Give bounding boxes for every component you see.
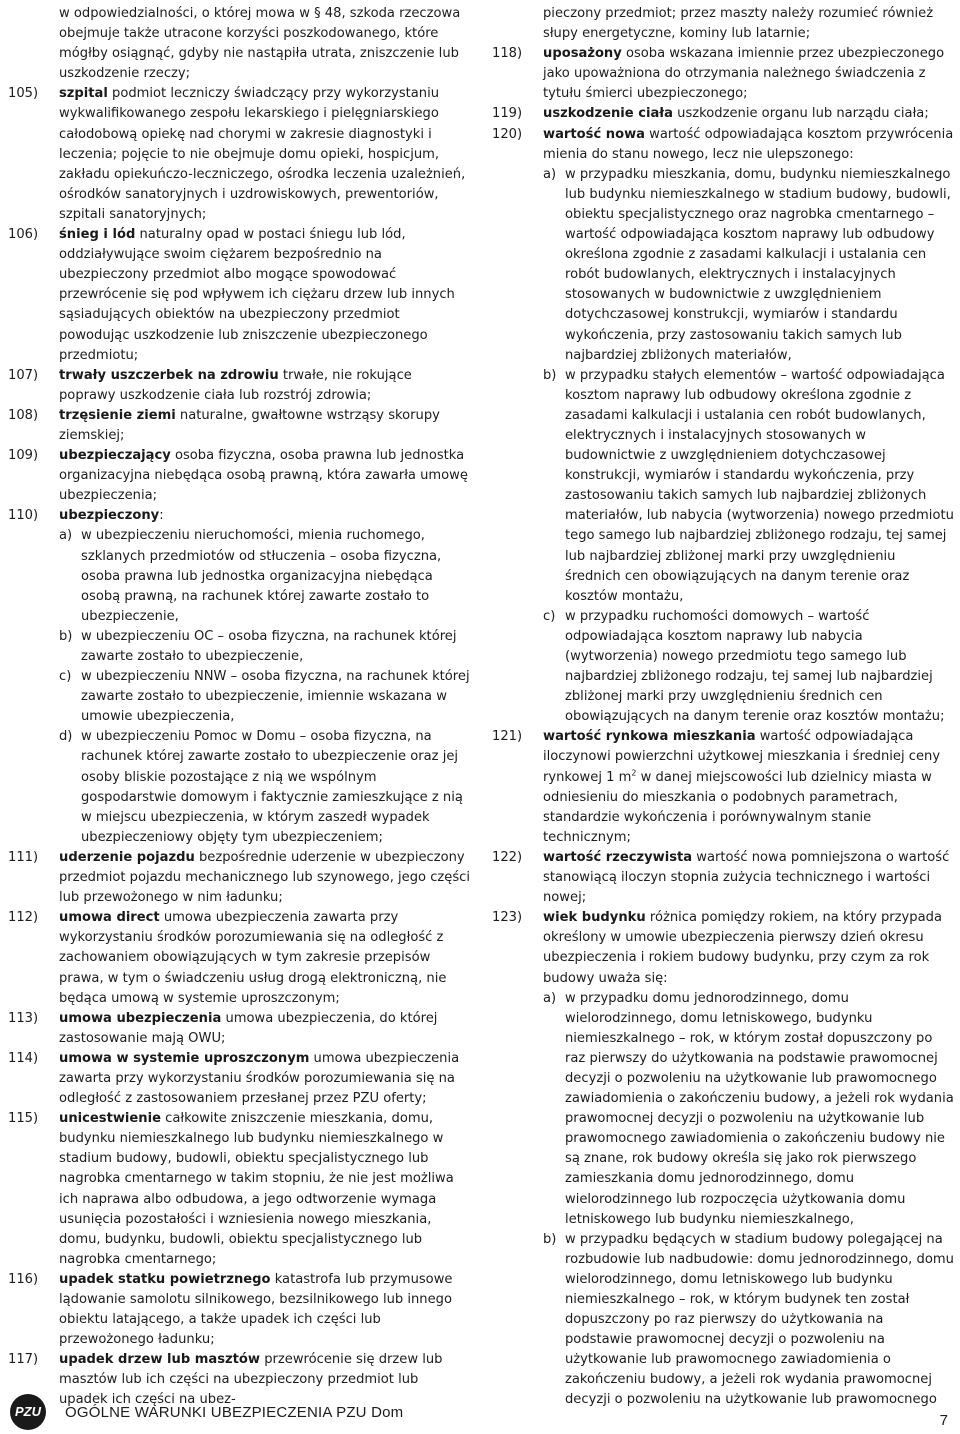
sub-item — [59, 667, 470, 727]
definition-text: umowa ubezpieczenia zawarta przy wykorzystaniu środków porozumiewania się na odległość z zachowaniem obowiązujących w tym zakresie przepisów prawa, w tym o świadczeniu usług drogą elektroniczną, nie będąca umową w systemie uproszczonym; — [59, 910, 447, 1006]
sub-item — [543, 165, 954, 366]
sub-item-letter: a) — [543, 166, 557, 182]
term: umowa w systemie uproszczonym — [59, 1050, 310, 1066]
term: wartość rzeczywista — [543, 849, 693, 865]
definition-text: umowa ubezpieczenia, do której zastosowanie mają OWU; — [59, 1010, 438, 1046]
sub-item-text: w ubezpieczeniu Pomoc w Domu – osoba fizyczna, na rachunek której zawarte zostało to ubezpieczenie oraz jej osoby bliskie pozostające z nią we wspólnym gospodarstwie domowym i faktycznie zamieszkujące z nią w miejscu ubezpieczenia, w którym zaszedł wypadek ubezpieczeniowy objęty tym ubezpieczeniem; — [81, 729, 463, 845]
sub-item-text: w ubezpieczeniu NNW – osoba fizyczna, na rachunek której zawarte zostało to ubezpieczenie, imiennie wskazana w umowie ubezpieczenia, — [81, 669, 470, 725]
left-column — [8, 4, 470, 1411]
definition-121: 121) wartość rynkowa mieszkania wartość odpowiadająca iloczynowi powierzchni użytkowej mieszkania i średniej ceny rynkowej 1 $m^2$ w danej miejscowości lub dzielnicy miasta w odniesieniu do mieszkania o podobnych parametrach, standardzie wykończenia i porównywalnym stanie technicznym; — [492, 729, 941, 845]
term: wartość rynkowa mieszkania — [543, 729, 756, 745]
sub-item-letter: a) — [59, 528, 73, 544]
page-number: 7 — [939, 1412, 948, 1429]
definition-text: naturalne, gwałtowne wstrząsy skorupy ziemskiej; — [59, 407, 440, 443]
term: wiek budynku — [543, 910, 646, 926]
definition-item — [8, 446, 470, 506]
sub-item-letter: c) — [543, 608, 556, 624]
definition-text: całkowite zniszczenie mieszkania, domu, budynku niemieszkalnego lub budynku niemieszkalnego w stadium budowy, budowli, obiektu specjalistycznego lub nagrobka cmentarnego w takim stopniu, że nie jest możliwa ich naprawa albo odbudowa, a jego odtworzenie wymaga usunięcia pozostałości i wzniesienia nowego mieszkania, domu, budynku, budowli, obiektu specjalistycznego lub nagrobka cmentarnego; — [59, 1111, 454, 1267]
definition-text: trwałe, nie rokujące poprawy uszkodzenie ciała lub rozstrój zdrowia; — [59, 367, 412, 403]
definition-number: 117) — [8, 1352, 39, 1368]
pzu-logo: PZU — [10, 1394, 46, 1430]
sub-item-text: w przypadku domu jednorodzinnego, domu wielorodzinnego, domu letniskowego, budynku niemieszkalnego – rok, w którym został dopuszczony po raz pierwszy do użytkowania na podstawie prawomocnej decyzji o pozwoleniu na użytkowanie lub prawomocnego zawiadomienia o zakończeniu budowy, a jeżeli rok wydania prawomocnej decyzji o pozwoleniu na użytkowanie lub prawomocnego zawiadomienia o zakończeniu budowy nie są znane, rok budowy określa się jako rok pierwszego zamieszkania domu jednorodzinnego, domu wielorodzinnego lub rozpoczęcia użytkowania domu letniskowego lub budynku niemieszkalnego, — [565, 990, 954, 1227]
term: umowa direct — [59, 910, 160, 926]
sub-item-letter: a) — [543, 990, 557, 1006]
definition-item — [8, 506, 470, 848]
definition-number: 107) — [8, 367, 39, 383]
definition-item — [8, 366, 470, 406]
term: unicestwienie — [59, 1111, 161, 1127]
sub-item — [59, 526, 470, 626]
term: trwały uszczerbek na zdrowiu — [59, 367, 279, 383]
definition-text: podmiot leczniczy świadczący przy wykorzystaniu wykwalifikowanego zespołu lekarskiego i pielęgniarskiego całodobową opiekę nad chorymi w zakresie diagnostyki i leczenia; pojęcie to nie obejmuje domu opieki, hospicjum, zakładu opiekuńczo-leczniczego, ośrodka leczenia uzależnień, ośrodków sanatoryjnych i uzdrowiskowych, prewentoriów, szpitali sanatoryjnych; — [59, 86, 466, 222]
term: szpital — [59, 86, 108, 102]
sub-item-text: w przypadku mieszkania, domu, budynku niemieszkalnego lub budynku niemieszkalnego w stadium budowy, budowli, obiektu specjalistycznego oraz nagrobka cmentarnego – wartość odpowiadająca kosztom naprawy lub odbudowy określona zgodnie z zasadami kalkulacji i ustalania cen robót budowlanych, elektrycznych i instalacyjnych stosowanych w budownictwie z uwzględnieniem dotychczasowej konstrukcji, wymiarów i standardu wykończenia, przy zastosowaniu takich samych lub najbardziej zbliżonych materiałów, — [565, 166, 951, 363]
continued-text: w odpowiedzialności, o której mowa w § 48, szkoda rzeczowa obejmuje także utracone korzyści poszkodowanego, które mógłby osiągnąć, gdyby nie nastąpiła utrata, zniszczenie lub uszkodzenie rzeczy; — [59, 6, 461, 82]
definition-item — [8, 1009, 470, 1049]
definition-number: 112) — [8, 910, 39, 926]
term: trzęsienie ziemi — [59, 407, 176, 423]
definition-item — [8, 848, 470, 908]
definition-122: 122) wartość rzeczywista wartość nowa pomniejszona o wartość stanowiącą iloczyn stopnia zużycia technicznego i wartości nowej; — [492, 849, 950, 906]
definition-item — [8, 225, 470, 366]
sub-item — [59, 727, 470, 848]
term: umowa ubezpieczenia — [59, 1010, 222, 1026]
term: uderzenie pojazdu — [59, 849, 195, 865]
definition-number: 106) — [8, 227, 39, 243]
term: upadek statku powietrznego — [59, 1271, 271, 1287]
term: uszkodzenie ciała — [543, 106, 673, 122]
term: wartość nowa — [543, 126, 646, 142]
definition-number: 116) — [8, 1271, 39, 1287]
definition-number: 108) — [8, 407, 39, 423]
sub-item — [543, 1230, 954, 1411]
definition-text: umowa ubezpieczenia zawarta przy wykorzystaniu środków porozumiewania się na odległość z zastosowaniem przesłanej przez PZU oferty; — [59, 1050, 460, 1107]
sub-item-letter: b) — [543, 1231, 557, 1247]
term: ubezpieczający — [59, 448, 171, 464]
term: śnieg i lód — [59, 227, 136, 243]
definition-text: bezpośrednie uderzenie w ubezpieczony przedmiot pojazdu mechanicznego lub szynowego, jego części lub przewożonego w nim ładunku; — [59, 849, 470, 906]
page-footer — [10, 1394, 950, 1430]
sub-item — [543, 366, 954, 607]
sub-item-letter: b) — [59, 628, 73, 644]
definition-item — [8, 1270, 470, 1350]
definition-119: 119) uszkodzenie ciała uszkodzenie organu lub narządu ciała; — [492, 106, 929, 122]
sub-item — [543, 989, 954, 1230]
sub-item-letter: d) — [59, 729, 73, 745]
definition-item — [8, 1109, 470, 1270]
sub-item-text: w przypadku będących w stadium budowy polegającej na rozbudowie lub nadbudowie: domu jednorodzinnego, domu wielorodzinnego, domu letniskowego lub budynku niemieszkalnego – rok, w którym budynek ten został dopuszczony po raz pierwszy do użytkowania na podstawie prawomocnej decyzji o pozwoleniu na użytkowanie lub prawomocnego zawiadomienia o zakończeniu budowy, a jeżeli rok wydania prawomocnej decyzji o pozwoleniu na użytkowanie lub prawomocnego — [565, 1231, 954, 1408]
right-column — [492, 4, 954, 1411]
sub-item-text: w ubezpieczeniu nieruchomości, mienia ruchomego, szklanych przedmiotów od stłuczenia – osoba fizyczna, osoba prawna lub jednostka organizacyjna niebędąca osobą prawną, na rachunek której zawarte zostało to ubezpieczenie, — [81, 528, 442, 624]
definition-number: 105) — [8, 86, 39, 102]
term: uposażony — [543, 46, 622, 62]
definition-item — [8, 1049, 470, 1109]
sub-item-letter: c) — [59, 669, 72, 685]
sub-item — [543, 607, 954, 728]
definition-number: 113) — [8, 1010, 39, 1026]
definition-text: naturalny opad w postaci śniegu lub lód, oddziaływujące swoim ciężarem bezpośrednio na ubezpieczony przedmiot albo mogące spowodować przewrócenie się pod wpływem ich ciężaru drzew lub innych sąsiadujących obiektów na ubezpieczony przedmiot powodując uszkodzenie lub zniszczenie ubezpieczonego przedmiotu; — [59, 227, 455, 363]
term: ubezpieczony — [59, 508, 160, 524]
definition-text: osoba fizyczna, osoba prawna lub jednostka organizacyjna niebędąca osobą prawną, która zawarła umowę ubezpieczenia; — [59, 448, 468, 504]
definition-123: 123) wiek budynku różnica pomiędzy rokiem, na który przypada określony w umowie ubezpieczenia pierwszy dzień okresu ubezpieczenia i rokiem budowy budynku, przy czym za rok budowy uważa się: a) w przypadku domu jednorodzinnego, domu wielorodzinnego, domu letniskowego, budynku niemieszkalnego – rok, w którym został dopuszczony po raz pierwszy do użytkowania na podstawie prawomocnej decyzji o pozwoleniu na użytkowanie lub prawomocnego zawiadomienia o zakończeniu budowy, a jeżeli rok wydania prawomocnej decyzji o pozwoleniu na użytkowanie lub prawomocnego zawiadomienia o zakończeniu budowy nie są znane, rok budowy określa się jako rok pierwszego zamieszkania domu jednorodzinnego, domu wielorodzinnego lub rozpoczęcia użytkowania domu letniskowego lub budynku niemieszkalnego, b) w przypadku będących w stadium budowy polegającej na rozbudowie lub nadbudowie: domu jednorodzinnego, domu wielorodzinnego, domu letniskowego lub budynku niemieszkalnego – rok, w którym budynek ten został dopuszczony po raz pierwszy do użytkowania na podstawie prawomocnej decyzji o pozwoleniu na użytkowanie lub prawomocnego zawiadomienia o zakończeniu budowy, a jeżeli rok wydania prawomocnej decyzji o pozwoleniu na użytkowanie lub prawomocnego — [492, 908, 954, 1410]
definition-text: : — [159, 508, 164, 524]
definition-text: katastrofa lub przymusowe lądowanie samolotu silnikowego, bezsilnikowego lub innego obiektu latającego, a także upadek ich części lub przewożonego ładunku; — [59, 1271, 453, 1348]
definition-number: 109) — [8, 448, 39, 464]
definition-number: 111) — [8, 849, 39, 865]
footer-title: OGÓLNE WARUNKI UBEZPIECZENIA PZU Dom — [65, 1404, 404, 1421]
definition-118: 118) uposażony osoba wskazana imiennie przez ubezpieczonego jako upoważniona do otrzymania należnego świadczenia z tytułu śmierci ubezpieczonego; — [492, 46, 945, 102]
definition-number: 115) — [8, 1111, 39, 1127]
term: upadek drzew lub masztów — [59, 1352, 261, 1368]
sub-item-text: w przypadku ruchomości domowych – wartość odpowiadająca kosztom naprawy lub nabycia (wytworzenia) nowego przedmiotu tego samego lub najbardziej zbliżonego rodzaju, tej samej lub najbardziej zbliżonej marki przy uwzględnieniu średnich cen obowiązujących na danym terenie oraz kosztów montażu; — [565, 608, 945, 725]
definition-text: przewrócenie się drzew lub masztów lub ich części na ubezpieczony przedmiot lub upadek ich części na ubez- — [59, 1352, 443, 1408]
definition-120: 120) wartość nowa wartość odpowiadająca kosztom przywrócenia mienia do stanu nowego, lecz nie ulepszonego: a) w przypadku mieszkania, domu, budynku niemieszkalnego lub budynku niemieszkalnego w stadium budowy, budowli, obiektu specjalistycznego oraz nagrobka cmentarnego – wartość odpowiadająca kosztom naprawy lub odbudowy określona zgodnie z zasadami kalkulacji i ustalania cen robót budowlanych, elektrycznych i instalacyjnych stosowanych w budownictwie z uwzględnieniem dotychczasowej konstrukcji, wymiarów i standardu wykończenia, przy zastosowaniu takich samych lub najbardziej zbliżonych materiałów, b) w przypadku stałych elementów – wartość odpowiadająca kosztom naprawy lub odbudowy określona zgodnie z zasadami kalkulacji i ustalania cen robót budowlanych, elektrycznych i instalacyjnych stosowanych w budownictwie z uwzględnieniem dotychczasowej konstrukcji, wymiarów i standardu wykończenia, przy zastosowaniu takich samych lub najbardziej zbliżonych materiałów, lub nabycia (wytworzenia) nowego przedmiotu tego samego lub najbardziej zbliżonego rodzaju, tej samej lub najbardziej zbliżonej marki przy uwzględnieniu średnich cen obowiązujących na danym terenie oraz kosztów montażu, c) w przypadku ruchomości domowych – wartość odpowiadająca kosztom naprawy lub nabycia (wytworzenia) nowego przedmiotu tego samego lub najbardziej zbliżonego rodzaju, tej samej lub najbardziej zbliżonej marki przy uwzględnieniu średnich cen obowiązujących na danym terenie oraz kosztów montażu; — [492, 125, 954, 728]
definition-item — [8, 908, 470, 1008]
definition-item — [8, 406, 470, 446]
continued-text: pieczony przedmiot; przez maszty należy rozumieć również słupy energetyczne, kominy lub latarnie; — [543, 6, 934, 42]
definition-item — [8, 84, 470, 225]
sub-item-letter: b) — [543, 367, 557, 383]
sub-item-text: w przypadku stałych elementów – wartość odpowiadająca kosztom naprawy lub odbudowy określona zgodnie z zasadami kalkulacji i ustalania cen robót budowlanych, elektrycznych i instalacyjnych stosowanych w budownictwie z uwzględnieniem dotychczasowej konstrukcji, wymiarów i standardu wykończenia, przy zastosowaniu takich samych lub najbardziej zbliżonych materiałów, lub nabycia (wytworzenia) nowego przedmiotu tego samego lub najbardziej zbliżonego rodzaju, tej samej lub najbardziej zbliżonej marki przy uwzględnieniu średnich cen obowiązujących na danym terenie oraz kosztów montażu, — [565, 367, 954, 604]
sub-item-text: w ubezpieczeniu OC – osoba fizyczna, na rachunek której zawarte zostało to ubezpieczenie, — [81, 628, 457, 664]
definition-number: 114) — [8, 1050, 39, 1066]
sub-item — [59, 627, 470, 667]
definition-number: 110) — [8, 508, 39, 524]
